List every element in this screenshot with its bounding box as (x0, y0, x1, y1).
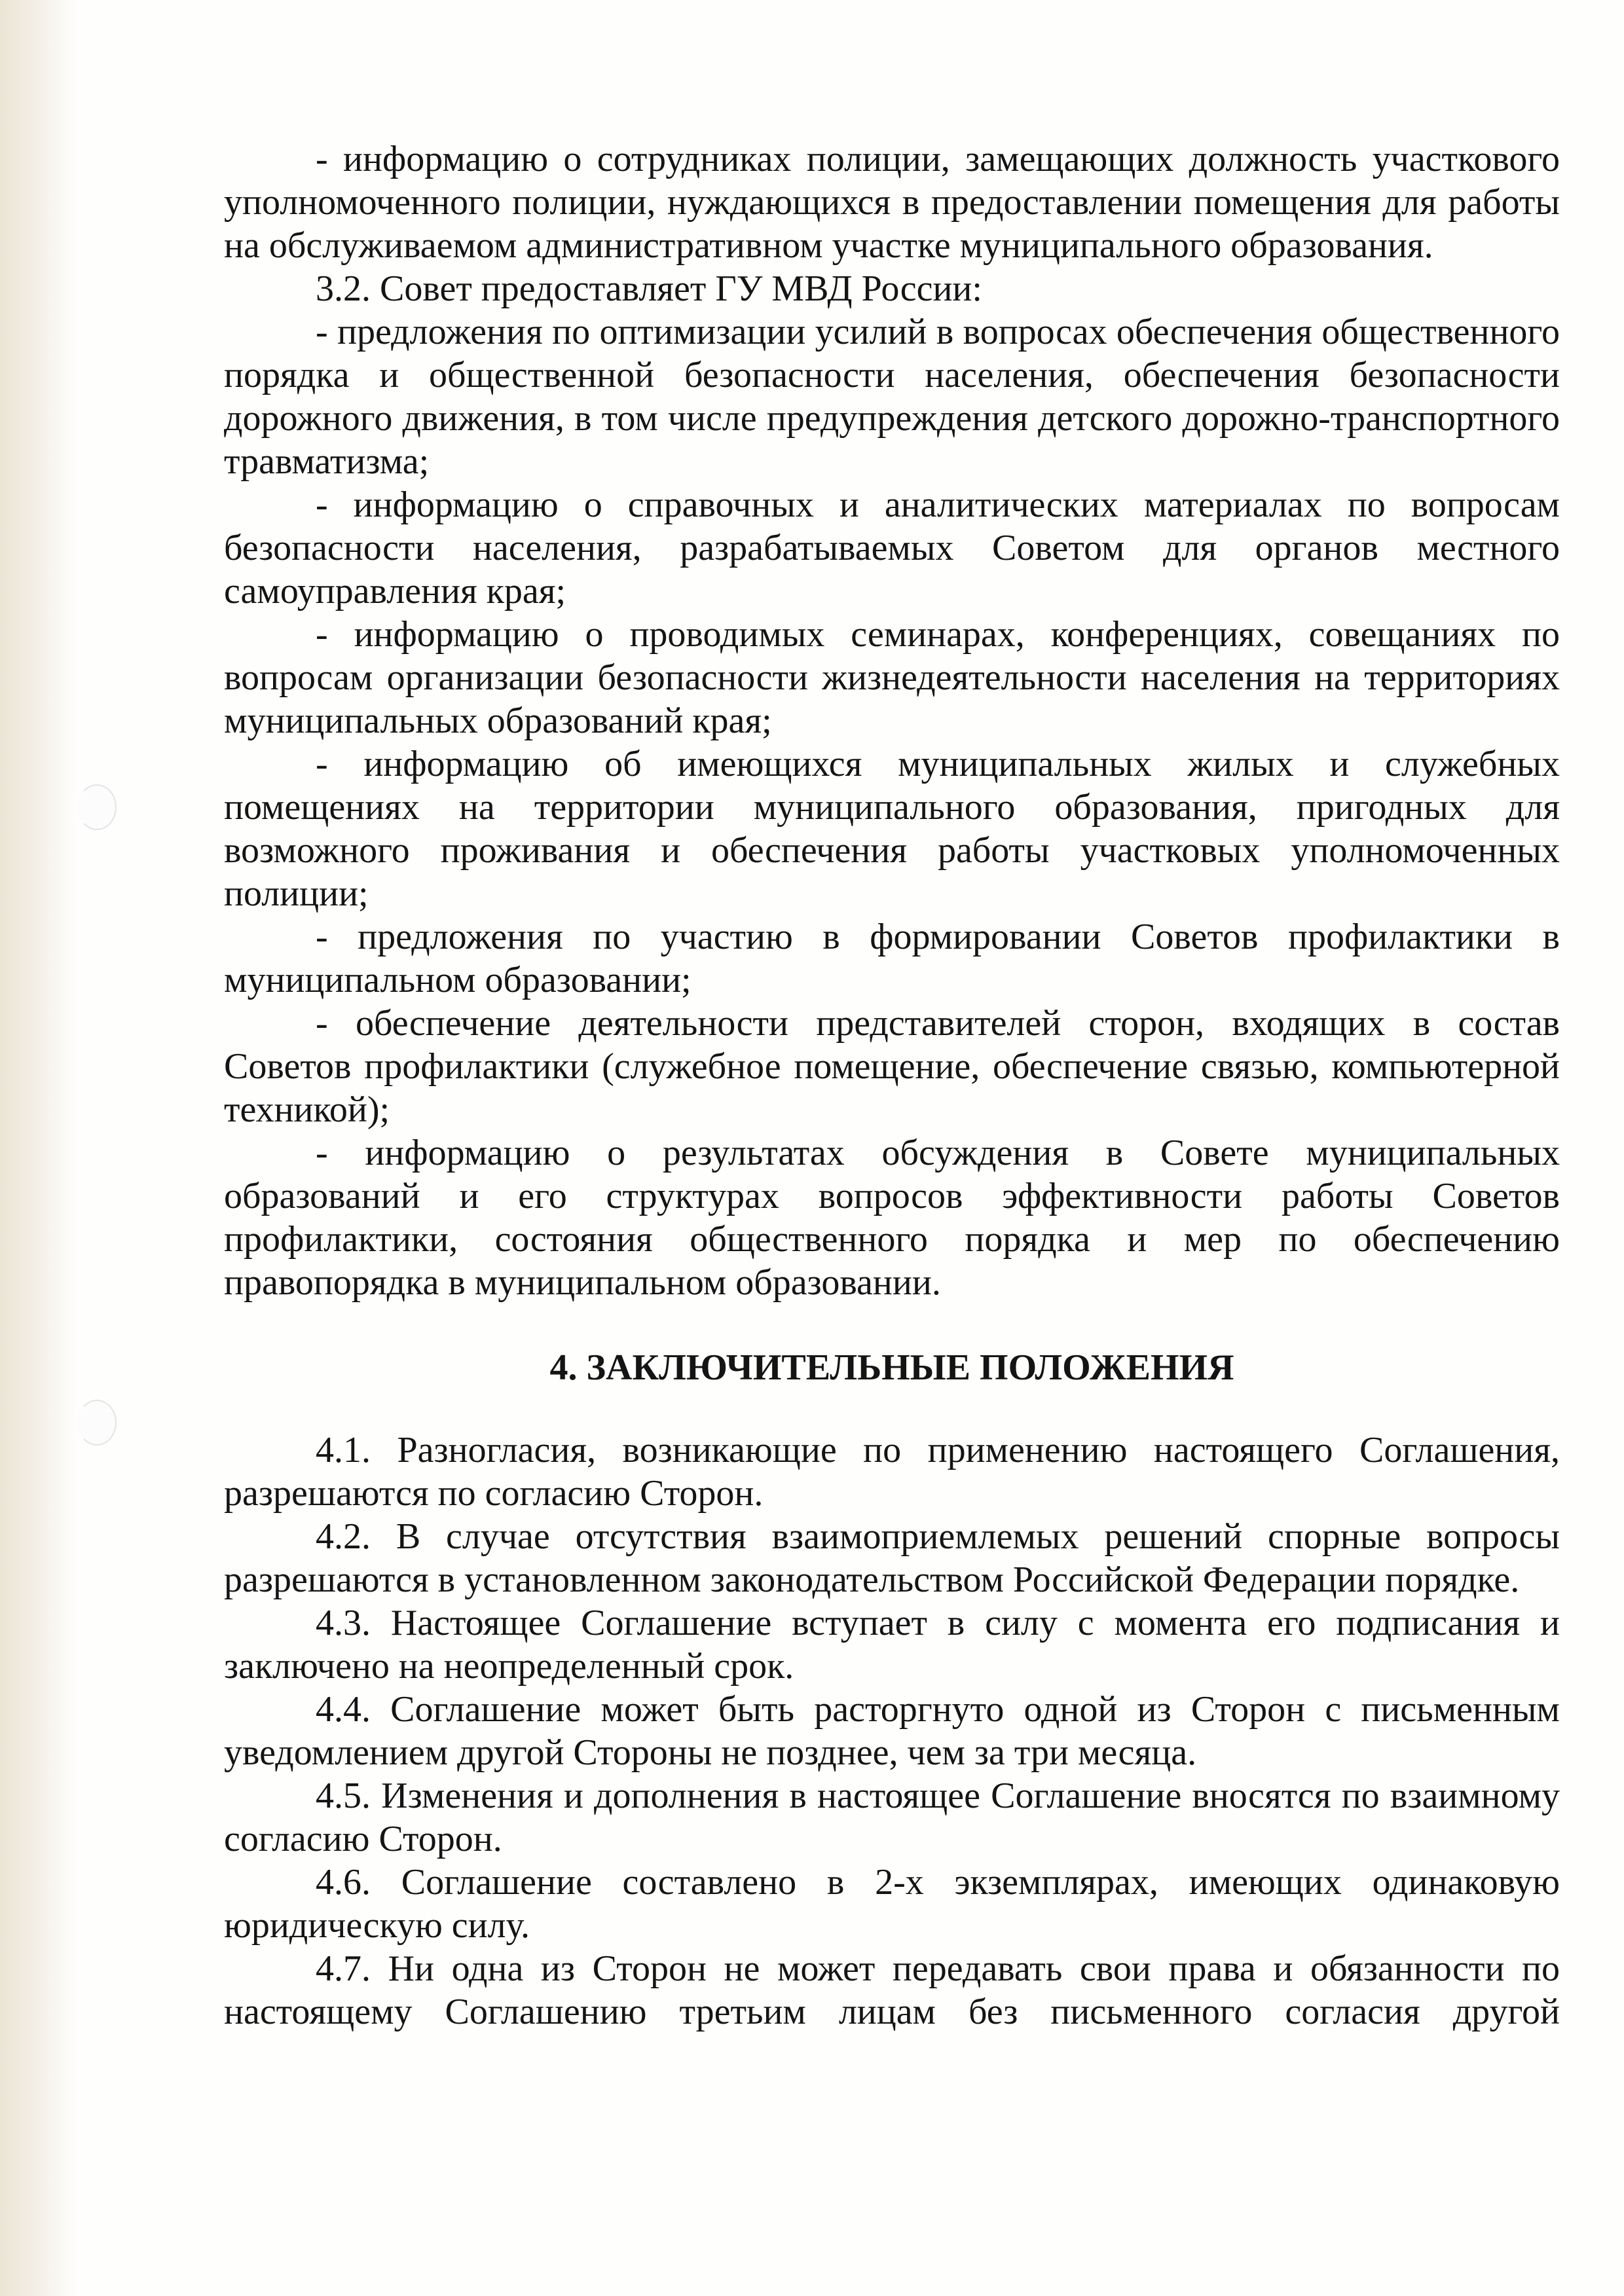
paragraph-4-4: 4.4. Соглашение может быть расторгнуто одной из Сторон с письменным уведомлением другой Стороны не позднее, чем за три месяца. (224, 1689, 1560, 1773)
paragraph-4-6: 4.6. Соглашение составлено в 2-х экземплярах, имеющих одинаковую юридическую силу. (224, 1862, 1560, 1946)
punch-hole-mark (77, 784, 117, 830)
section-4-heading: 4. ЗАКЛЮЧИТЕЛЬНЫЕ ПОЛОЖЕНИЯ (549, 1347, 1234, 1388)
paragraph-municipal-premises: - информацию об имеющихся муниципальных жилых и служебных помещениях на территории муниципального образования, пригодных для возможного проживания и обеспечения работы участковых уполномоченных полиции; (224, 744, 1560, 914)
paragraph-4-5: 4.5. Изменения и дополнения в настоящее Соглашение вносятся по взаимному согласию Сторон. (224, 1776, 1560, 1859)
paragraph-optimization-proposals: - предложения по оптимизации усилий в вопросах обеспечения общественного порядка и общественной безопасности населения, обеспечения безопасности дорожного движения, в том числе предупреждения детского дорожно-транспортного травматизма; (224, 312, 1560, 482)
paragraph-4-3: 4.3. Настоящее Соглашение вступает в силу с момента его подписания и заключено на неопределенный срок. (224, 1603, 1560, 1686)
scan-edge-shadow (0, 0, 79, 2296)
paragraph-3-2: 3.2. Совет предоставляет ГУ МВД России: (316, 268, 982, 309)
punch-hole-mark (77, 1400, 117, 1446)
paragraph-4-7: 4.7. Ни одна из Сторон не может передавать свои права и обязанности по настоящему Соглашению третьим лицам без письменного согласия другой (224, 1948, 1560, 2032)
paragraph-4-2: 4.2. В случае отсутствия взаимоприемлемых решений спорные вопросы разрешаются в установленном законодательством Российской Федерации порядке. (224, 1516, 1560, 1600)
paragraph-representatives-support: - обеспечение деятельности представителей сторон, входящих в состав Советов профилактики (служебное помещение, обеспечение связью, компьютерной техникой); (224, 1003, 1560, 1130)
paragraph-reference-materials: - информацию о справочных и аналитических материалах по вопросам безопасности населения, разрабатываемых Советом для органов местного самоуправления края; (224, 484, 1560, 611)
paragraph-police-officers-info: - информацию о сотрудниках полиции, замещающих должность участкового уполномоченного полиции, нуждающихся в предоставлении помещения для работы на обслуживаемом административном участке муниципального образования. (224, 139, 1560, 266)
paragraph-prevention-councils: - предложения по участию в формировании Советов профилактики в муниципальном образовании; (224, 917, 1560, 1000)
paragraph-discussion-results: - информацию о результатах обсуждения в Совете муниципальных образований и его структурах вопросов эффективности работы Советов профилактики, состояния общественного порядка и мер по обеспечению правопорядка в муниципальном образовании. (224, 1133, 1560, 1303)
document-body (224, 137, 1560, 2033)
paragraph-4-1: 4.1. Разногласия, возникающие по применению настоящего Соглашения, разрешаются по согласию Сторон. (224, 1430, 1560, 1514)
paragraph-seminars-info: - информацию о проводимых семинарах, конференциях, совещаниях по вопросам организации безопасности жизнедеятельности населения на территориях муниципальных образований края; (224, 614, 1560, 741)
